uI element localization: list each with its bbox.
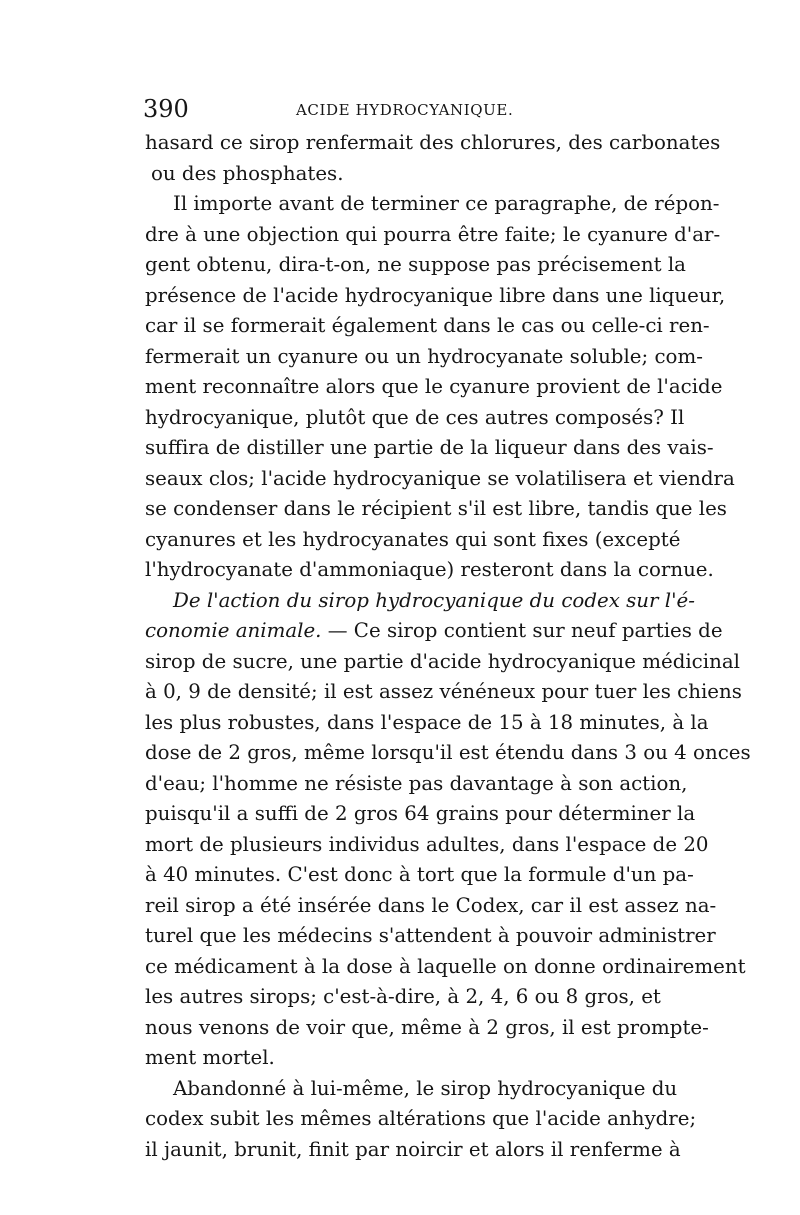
text-line: reil sirop a été insérée dans le Codex, car il est assez na- [145,893,717,917]
text-line: sirop de sucre, une partie d'acide hydrocyanique médicinal [145,649,740,673]
text-line: seaux clos; l'acide hydrocyanique se volatilisera et viendra [145,466,735,490]
text-line: car il se formerait également dans le cas ou celle-ci ren- [145,314,710,337]
text-line: à 0, 9 de densité; il est assez vénéneux pour tuer les chiens [145,680,742,703]
body-text [145,128,751,1165]
text-line: se condenser dans le récipient s'il est libre, tandis que les [145,497,727,520]
text-line: turel que les médecins s'attendent à pouvoir administrer [145,924,716,947]
text-line: codex subit les mêmes altérations que l'acide anhydre; [145,1107,697,1130]
text-line: suffira de distiller une partie de la liqueur dans des vais- [145,436,714,459]
text-line: gent obtenu, dira-t-on, ne suppose pas précisement la [145,253,686,276]
text-line-continuation: — Ce sirop contient sur neuf parties de [321,619,723,642]
text-line: les autres sirops; c'est-à-dire, à 2, 4, 6 ou 8 gros, et [145,985,661,1008]
running-head [143,92,655,126]
text-line: dose de 2 gros, même lorsqu'il est étendu dans 3 ou 4 onces [145,741,751,764]
section-heading-line: De l'action du sirop hydrocyanique du codex sur l'é- [173,588,695,612]
text-line: puisqu'il a suffi de 2 gros 64 grains pour déterminer la [145,802,696,825]
text-line: d'eau; l'homme ne résiste pas davantage à son action, [145,771,688,795]
text-line: Abandonné à lui-même, le sirop hydrocyanique du [173,1076,678,1100]
text-line: hasard ce sirop renfermait des chlorures, des carbonates [145,131,721,154]
text-line: Il importe avant de terminer ce paragraphe, de répon- [173,192,720,215]
running-title: ACIDE HYDROCYANIQUE. [296,101,514,119]
page-number: 390 [143,95,189,123]
text-line: à 40 minutes. C'est donc à tort que la formule d'un pa- [145,863,694,886]
text-line: ce médicament à la dose à laquelle on donne ordinairement [145,954,746,978]
text-line: ou des phosphates. [151,161,344,185]
text-line: il jaunit, brunit, finit par noircir et alors il renferme à [145,1137,681,1161]
text-line: les plus robustes, dans l'espace de 15 à 18 minutes, à la [145,710,709,734]
section-heading-end: conomie animale. [145,619,322,642]
text-line: dre à une objection qui pourra être faite; le cyanure d'ar- [145,222,721,246]
text-line: nous venons de voir que, même à 2 gros, il est prompte- [145,1015,709,1039]
text-line: ment reconnaître alors que le cyanure provient de l'acide [145,375,723,398]
text-line: l'hydrocyanate d'ammoniaque) resteront dans la cornue. [145,558,714,581]
text-line: cyanures et les hydrocyanates qui sont fixes (excepté [145,527,681,551]
text-line: fermerait un cyanure ou un hydrocyanate soluble; com- [145,344,703,368]
text-line: mort de plusieurs individus adultes, dans l'espace de 20 [145,832,709,856]
text-line: ment mortel. [145,1046,275,1069]
text-line [145,616,723,647]
text-line: présence de l'acide hydrocyanique libre dans une liqueur, [145,283,726,307]
text-line: hydrocyanique, plutôt que de ces autres composés? Il [145,405,685,429]
